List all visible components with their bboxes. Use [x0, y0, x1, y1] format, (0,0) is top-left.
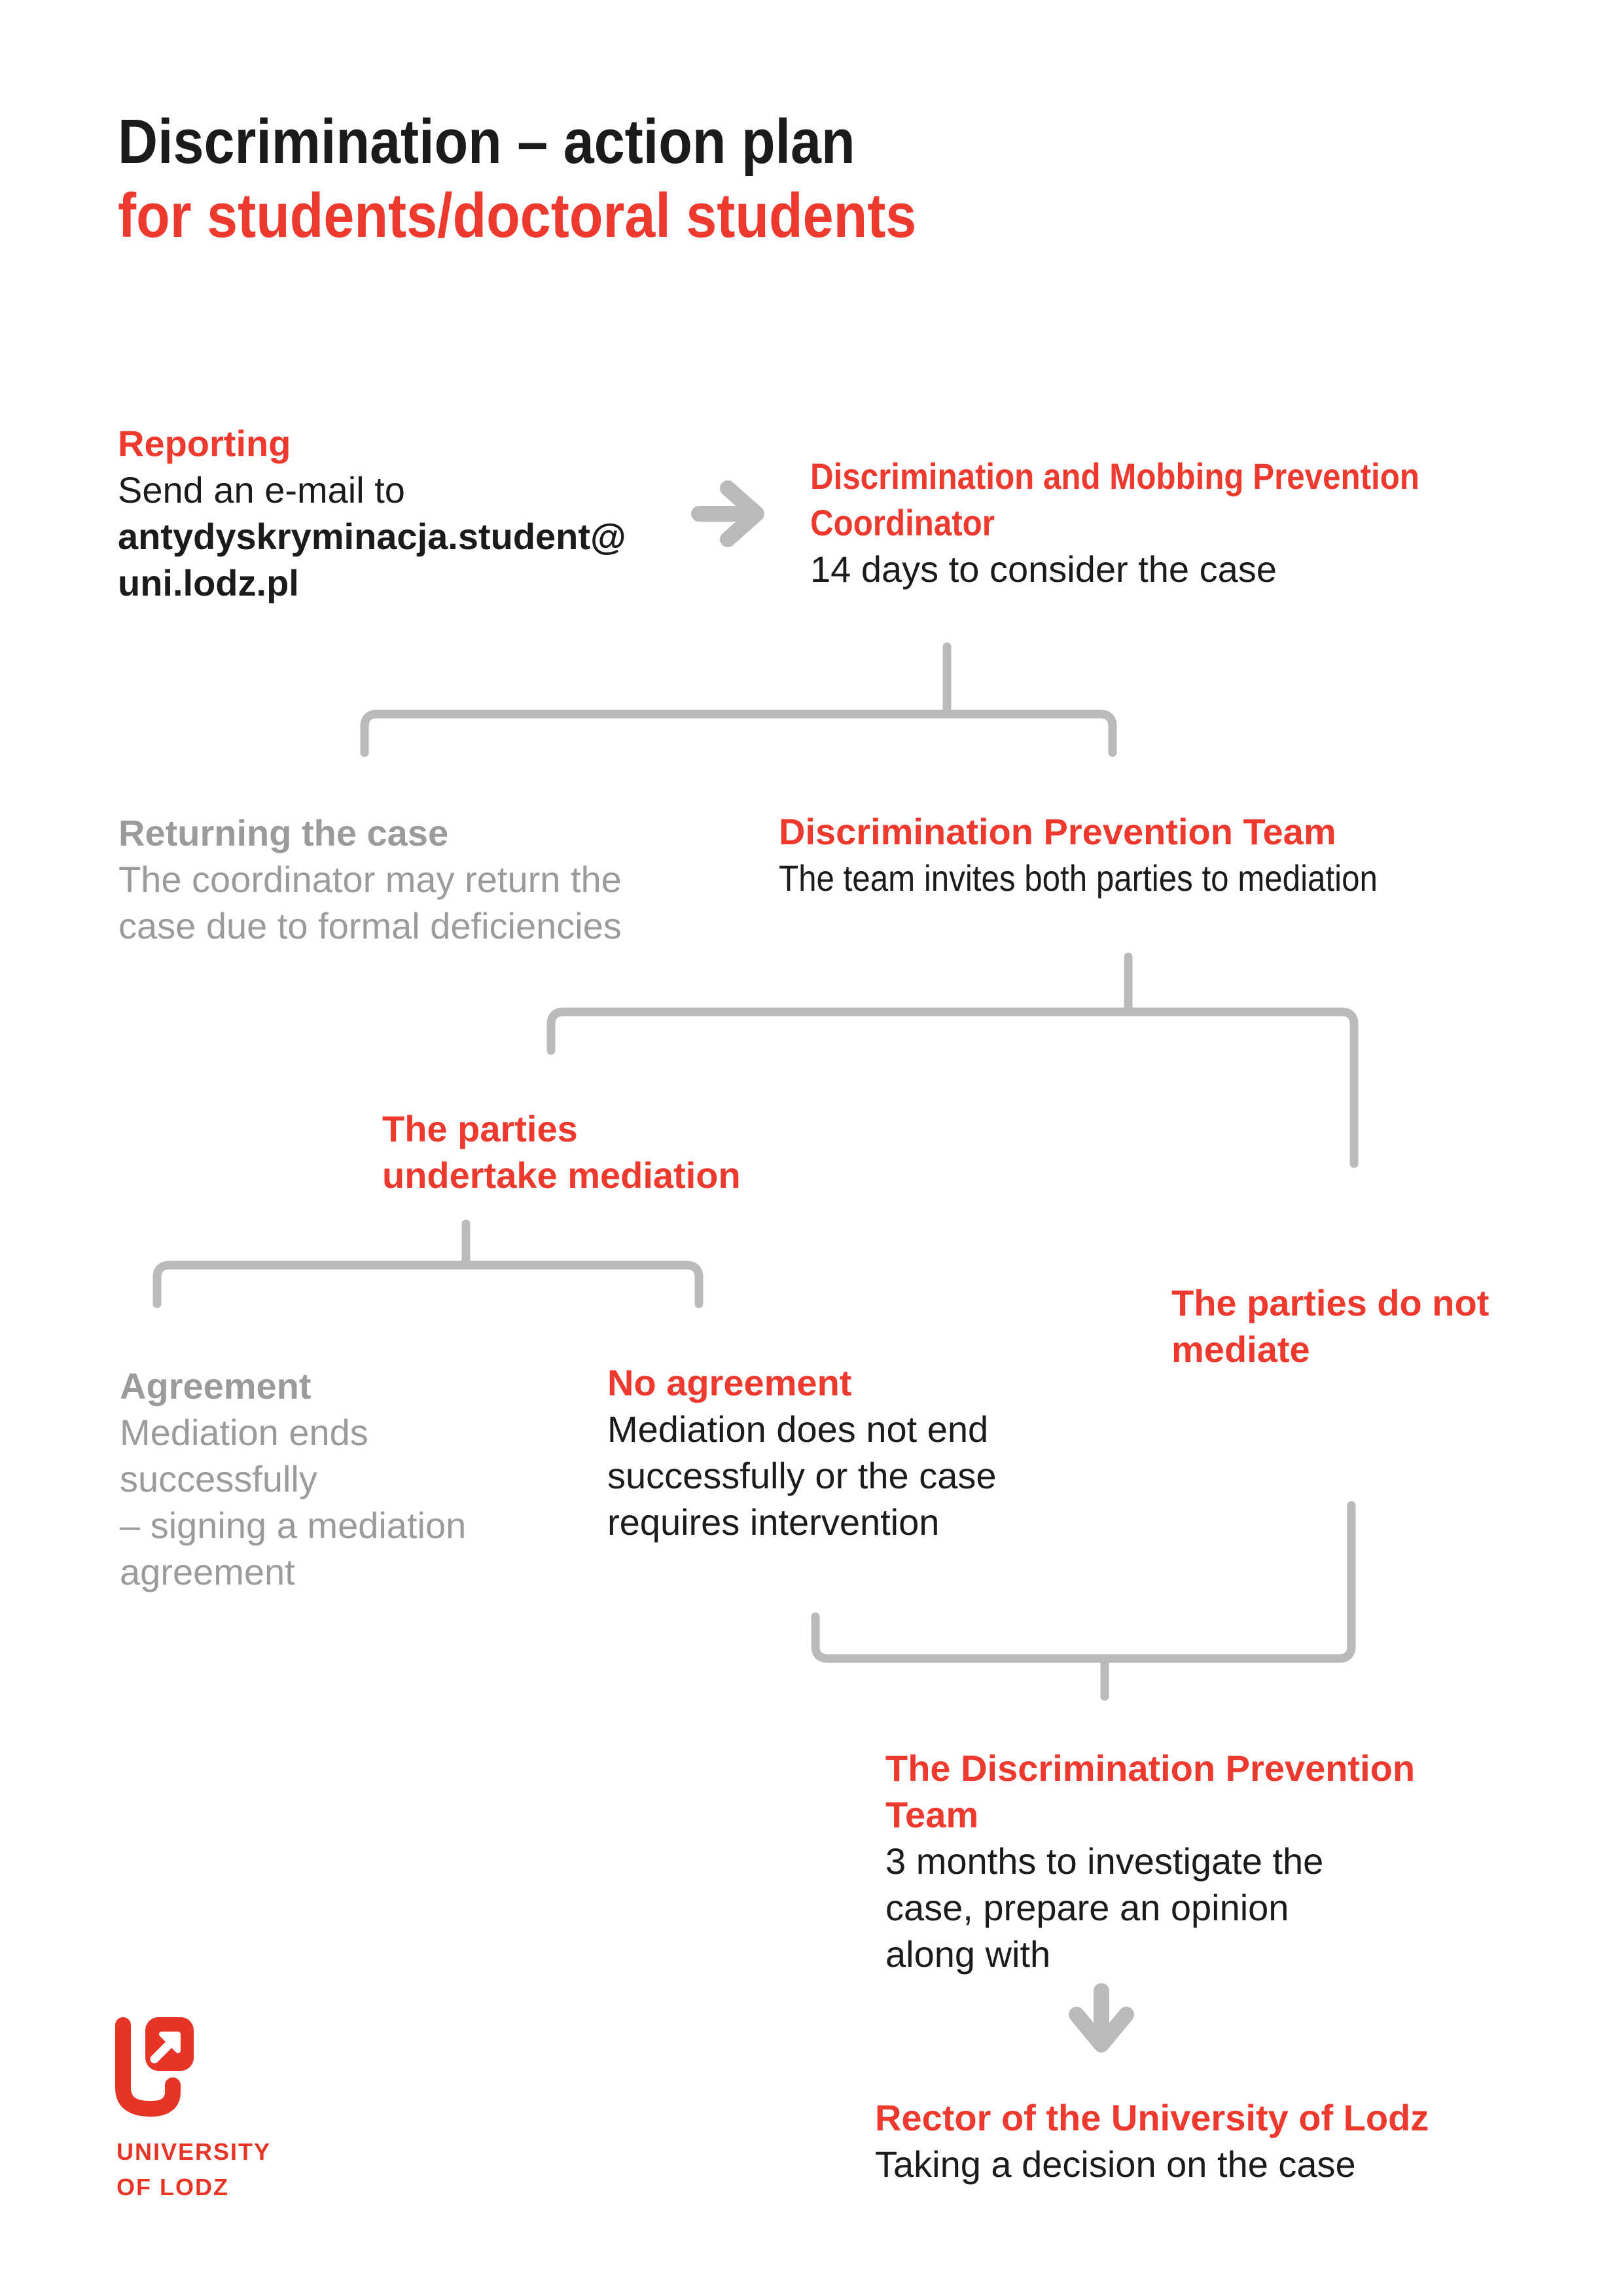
node-returning-body-line2: case due to formal deficiencies	[118, 905, 622, 946]
node-rector	[875, 2094, 1429, 2187]
reporting-email-line1: antydyskryminacja.student@	[118, 516, 626, 557]
node-reporting-heading: Reporting	[118, 423, 291, 464]
node-agreement-body-line3: – signing a mediation	[120, 1505, 467, 1546]
page-title	[118, 105, 916, 253]
node-returning-case	[118, 810, 622, 949]
connector-coordinator-split	[365, 647, 1113, 753]
node-final-team-body-line3: along with	[885, 1933, 1051, 1975]
node-agreement-body-line2: successfully	[120, 1458, 317, 1499]
university-of-lodz-logo-icon	[115, 2017, 194, 2117]
node-no-agreement	[607, 1359, 996, 1545]
node-no-agreement-body-line2: successfully or the case	[607, 1455, 997, 1496]
node-agreement	[120, 1363, 466, 1595]
node-final-team	[885, 1745, 1415, 1977]
node-rector-heading: Rector of the University of Lodz	[875, 2097, 1429, 2138]
node-reporting	[118, 420, 626, 606]
reporting-email-line2: uni.lodz.pl	[118, 562, 299, 603]
node-final-team-heading-line2: Team	[885, 1794, 979, 1835]
logo-text-line2: OF LODZ	[116, 2174, 229, 2200]
node-rector-body: Taking a decision on the case	[875, 2144, 1356, 2185]
logo-text-line1: UNIVERSITY	[116, 2138, 272, 2165]
node-coordinator-heading-line1: Discrimination and Mobbing Prevention	[810, 456, 1419, 497]
connector-mediation-split	[157, 1224, 699, 1304]
node-agreement-body-line4: agreement	[120, 1551, 295, 1592]
node-returning-body-line1: The coordinator may return the	[118, 859, 622, 900]
node-coordinator	[810, 453, 1503, 592]
node-no-agreement-body-line3: requires intervention	[607, 1501, 940, 1543]
node-final-team-body-line1: 3 months to investigate the	[885, 1840, 1324, 1882]
arrow-down-icon	[1077, 1991, 1126, 2045]
node-prevention-team	[779, 808, 1459, 901]
node-returning-heading: Returning the case	[118, 812, 449, 853]
node-agreement-heading: Agreement	[120, 1365, 312, 1407]
node-prevention-team-heading: Discrimination Prevention Team	[779, 811, 1336, 852]
node-no-agreement-heading: No agreement	[607, 1362, 852, 1403]
node-agreement-body-line1: Mediation ends	[120, 1412, 368, 1453]
node-do-not-mediate	[1171, 1280, 1489, 1372]
node-final-team-body-line2: case, prepare an opinion	[885, 1887, 1289, 1928]
node-final-team-heading-line1: The Discrimination Prevention	[885, 1748, 1416, 1789]
node-undertake-mediation	[382, 1105, 741, 1198]
node-undertake-heading-line1: The parties	[382, 1108, 578, 1149]
node-no-agreement-body-line1: Mediation does not end	[607, 1408, 989, 1450]
node-coordinator-heading-line2: Coordinator	[810, 502, 995, 543]
page-title-line2: for students/doctoral students	[118, 181, 917, 251]
node-reporting-body: Send an e-mail to	[118, 469, 405, 511]
node-coordinator-body: 14 days to consider the case	[810, 548, 1277, 590]
node-prevention-team-body: The team invites both parties to mediation	[779, 857, 1378, 899]
arrow-right-icon	[699, 488, 757, 539]
node-do-not-mediate-heading-line2: mediate	[1171, 1329, 1310, 1370]
node-undertake-heading-line2: undertake mediation	[382, 1155, 741, 1196]
node-do-not-mediate-heading-line1: The parties do not	[1171, 1282, 1489, 1323]
page-title-line1: Discrimination – action plan	[118, 107, 855, 177]
